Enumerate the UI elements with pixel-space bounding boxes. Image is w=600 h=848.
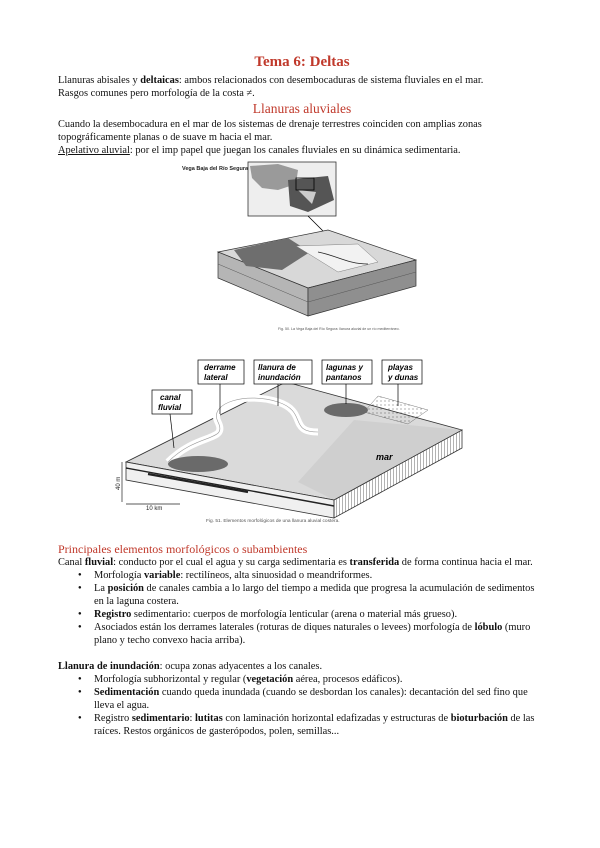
label-llanura: llanura de bbox=[258, 363, 296, 372]
swamp bbox=[168, 456, 228, 472]
intro-line-2: Rasgos comunes pero morfología de la costa ≠. bbox=[58, 88, 255, 99]
page-title: Tema 6: Deltas bbox=[254, 54, 350, 70]
list-item: ● Morfología variable: rectilíneos, alta sinuosidad o meandriformes. bbox=[58, 569, 546, 582]
label-derrame: derrame bbox=[204, 363, 236, 372]
label-inundacion: inundación bbox=[258, 373, 301, 382]
section-heading-principales: Principales elementos morfológicos o subambientes bbox=[58, 542, 308, 556]
label-mar: mar bbox=[376, 452, 393, 462]
aluviales-paragraph: Cuando la desembocadura en el mar de los sistemas de drenaje terrestres coinciden con amplias zonas topográficamente planas o de suave m hacia el mar. bbox=[58, 119, 482, 143]
label-pantanos: pantanos bbox=[326, 373, 362, 382]
lagoon bbox=[324, 403, 368, 417]
apelativo-paragraph: Apelativo aluvial: por el imp papel que juegan los canales fluviales en su dinámica sedimentaria. bbox=[58, 145, 461, 156]
list-item: ● La posición de canales cambia a lo largo del tiempo a medida que progresa la acumulación de sedimentos en la laguna costera. bbox=[58, 582, 546, 608]
label-canal: canal bbox=[160, 393, 181, 402]
label-fluvial: fluvial bbox=[158, 403, 182, 412]
scale-horizontal-label: 10 km bbox=[146, 506, 163, 512]
label-lagunas: lagunas y bbox=[326, 363, 363, 372]
label-lateral: lateral bbox=[204, 373, 228, 382]
list-item: ● Registro sedimentario: cuerpos de morfología lenticular (arena o material más grueso). bbox=[58, 608, 546, 621]
section-heading-aluviales: Llanuras aluviales bbox=[252, 101, 352, 116]
figure-vega-baja bbox=[178, 160, 426, 340]
intro-line-1: Llanuras abisales y deltaicas: ambos relacionados con desembocaduras de sistema fluviales en el mar. bbox=[58, 75, 484, 86]
figure1-title: Vega Baja del Río Segura bbox=[182, 166, 249, 172]
scale-vertical-label: 40 m bbox=[116, 476, 122, 490]
list-item: ● Asociados están los derrames laterales (roturas de diques naturales o levees) morfología de lóbulo (muro plano y techo convexo hacia arriba). bbox=[58, 621, 546, 647]
label-playas: playas bbox=[388, 363, 413, 372]
list-item: ● Sedimentación cuando queda inundada (cuando se desbordan los canales): decantación del sed fino que lleva el agua. bbox=[58, 686, 546, 712]
list-item: ● Registro sedimentario: lutitas con laminación horizontal edafizadas y estructuras de bioturbación de las raíces. Restos orgánicos de gasterópodos, polen, semillas... bbox=[58, 712, 546, 738]
lower-section bbox=[58, 542, 546, 738]
figure1-caption: Fig. 50. La Vega Baja del Río Segura: llanura aluvial de un río mediterráneo. bbox=[278, 327, 400, 331]
canal-fluvial-paragraph: Canal fluvial: conducto por el cual el agua y su carga sedimentaria es transferida de forma continua hacia el mar. bbox=[58, 557, 533, 568]
canal-bullet-list bbox=[58, 569, 546, 647]
list-item: ● Morfología subhorizontal y regular (vegetación aérea, procesos edáficos). bbox=[58, 673, 546, 686]
label-dunas: y dunas bbox=[388, 373, 419, 382]
spacer bbox=[58, 647, 546, 660]
figure2-caption: Fig. 51. Elementos morfológicos de una llanura aluvial costera. bbox=[206, 519, 340, 524]
figure-elementos-morfologicos bbox=[108, 352, 470, 528]
document-page bbox=[58, 54, 546, 157]
llanura-inundacion-paragraph: Llanura de inundación: ocupa zonas adyacentes a los canales. bbox=[58, 661, 323, 672]
inundacion-bullet-list bbox=[58, 673, 546, 738]
